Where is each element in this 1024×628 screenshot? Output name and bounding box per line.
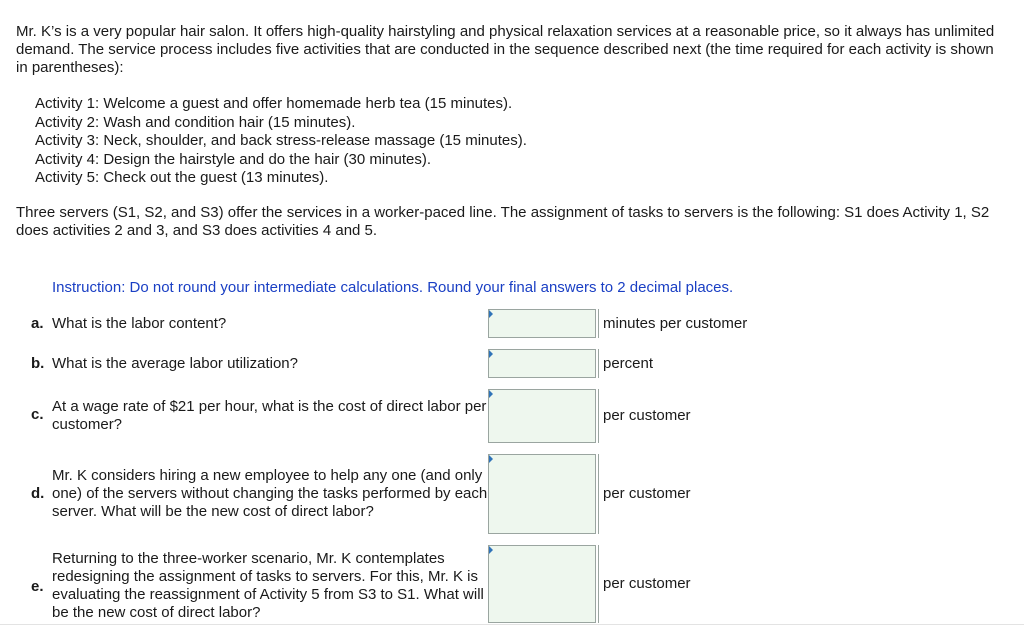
- unit-label: percent: [598, 349, 758, 378]
- question-letter: e.: [31, 578, 44, 595]
- question-text: At a wage rate of $21 per hour, what is the cost of direct labor per customer?: [52, 398, 487, 433]
- question-letter: d.: [31, 485, 45, 502]
- answer-box[interactable]: [488, 454, 596, 534]
- question-a: [0, 313, 1024, 343]
- answer-box[interactable]: [488, 389, 596, 443]
- activity-item: Activity 5: Check out the guest (13 minutes).: [35, 169, 329, 186]
- question-text: Mr. K considers hiring a new employee to help any one (and only one) of the servers without changing the tasks performed by each server. What will be the new cost of direct labor?: [52, 467, 488, 520]
- activity-item: Activity 3: Neck, shoulder, and back stress-release massage (15 minutes).: [35, 132, 527, 149]
- question-e: [0, 545, 1024, 623]
- activity-item: Activity 1: Welcome a guest and offer homemade herb tea (15 minutes).: [35, 95, 513, 112]
- answer-input-d[interactable]: [489, 455, 595, 533]
- answer-input-a[interactable]: [489, 310, 595, 337]
- activity-list: [35, 95, 527, 188]
- question-b: [0, 353, 1024, 383]
- question-letter: c.: [31, 406, 44, 423]
- task-assignment: Three servers (S1, S2, and S3) offer the services in a worker-paced line. The assignment of tasks to servers is the following: S1 does Activity 1, S2 does activities 2 and 3, and S3 does activities 4 and 5.: [16, 204, 990, 239]
- answer-box[interactable]: [488, 349, 596, 378]
- question-letter: b.: [31, 355, 45, 372]
- activity-item: Activity 4: Design the hairstyle and do the hair (30 minutes).: [35, 150, 432, 168]
- answer-box[interactable]: [488, 545, 596, 623]
- instruction-text: Instruction: Do not round your intermediate calculations. Round your final answers to 2 decimal places.: [52, 279, 734, 296]
- question-text: What is the average labor utilization?: [52, 355, 298, 372]
- unit-label: per customer: [598, 545, 758, 623]
- problem-intro: Mr. K’s is a very popular hair salon. It offers high-quality hairstyling and physical relaxation services at a reasonable price, so it always has unlimited demand. The service process includes five activities that are conducted in the sequence described next (the time required for each activity is shown in parentheses):: [16, 23, 995, 76]
- unit-label: minutes per customer: [598, 309, 758, 338]
- question-text: Returning to the three-worker scenario, Mr. K contemplates redesigning the assignment of tasks to servers. For this, Mr. K is evaluating the reassignment of Activity 5 from S3 to S1. What will be the new cost of direct labor?: [52, 550, 484, 621]
- answer-box[interactable]: [488, 309, 596, 338]
- activity-item: Activity 2: Wash and condition hair (15 minutes).: [35, 113, 356, 131]
- unit-label: per customer: [598, 454, 758, 534]
- answer-input-c[interactable]: [489, 390, 595, 442]
- unit-label: per customer: [598, 389, 758, 443]
- question-letter: a.: [31, 315, 44, 332]
- question-c: [0, 389, 1024, 443]
- question-text: What is the labor content?: [52, 315, 227, 332]
- bottom-divider: [0, 624, 1024, 625]
- answer-input-b[interactable]: [489, 350, 595, 377]
- question-d: [0, 454, 1024, 534]
- answer-input-e[interactable]: [489, 546, 595, 622]
